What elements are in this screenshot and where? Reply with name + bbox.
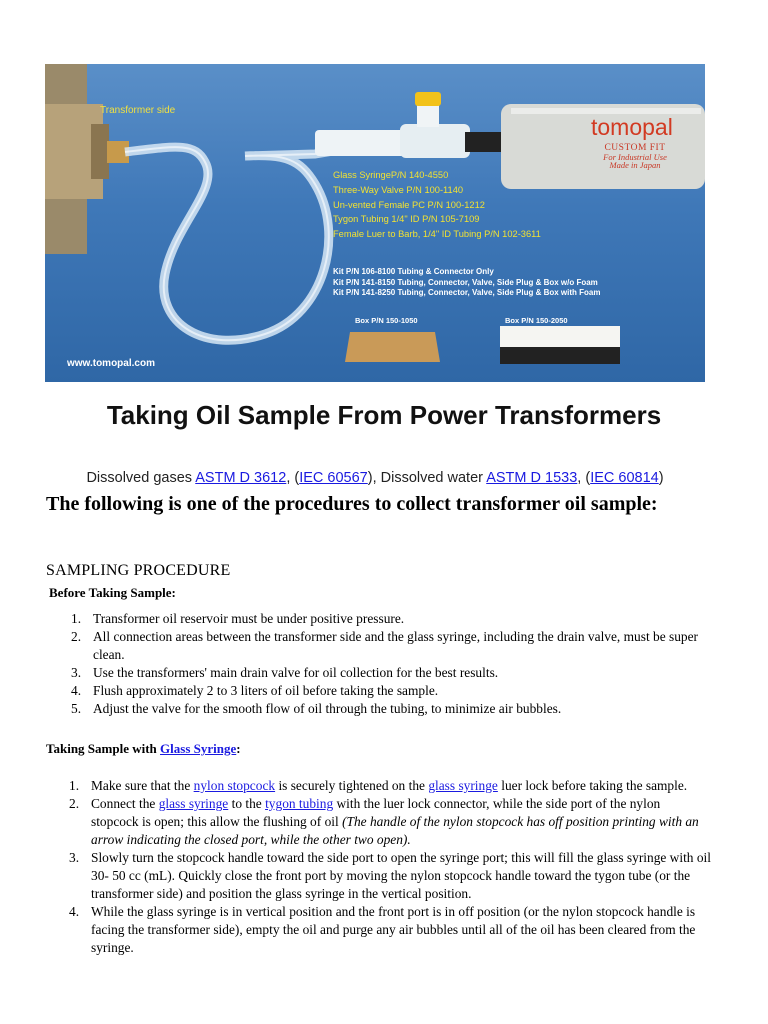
list-item-text: Use the transformers' main drain valve for oil collection for the best results. — [93, 665, 499, 680]
list-number: 1. — [69, 778, 80, 793]
sampling-procedure-heading: SAMPLING PROCEDURE — [46, 562, 231, 579]
text-run: Connect the — [91, 796, 159, 811]
kit-item: Kit P/N 141-8150 Tubing, Connector, Valve, Side Plug & Box w/o Foam — [333, 277, 598, 287]
list-number: 2. — [71, 629, 82, 644]
dissolved-water-label: ), Dissolved water — [367, 470, 487, 486]
lead-paragraph: The following is one of the procedures to collect transformer oil sample: — [46, 493, 658, 515]
luer-connector — [315, 130, 405, 156]
list-number: 4. — [69, 904, 80, 919]
astm-d3612-link[interactable]: ASTM D 3612 — [195, 470, 287, 486]
list-item-text: Adjust the valve for the smooth flow of oil through the tubing, to minimize air bubbles. — [93, 701, 562, 716]
brand-industrial: For Industrial Use — [603, 151, 667, 162]
list-number: 4. — [71, 683, 82, 698]
brand-logo: tomopal — [591, 114, 673, 140]
spec-item: Three-Way Valve P/N 100-1140 — [333, 184, 464, 195]
fitting-nut — [91, 124, 109, 179]
list-number: 1. — [71, 611, 82, 626]
iec-60567-link[interactable]: IEC 60567 — [299, 470, 368, 486]
brand-subtext — [597, 144, 673, 170]
spec-item: Tygon Tubing 1/4" ID P/N 105-7109 — [333, 214, 480, 225]
tygon-tubing-link[interactable]: tygon tubing — [265, 796, 334, 811]
kit-item: Kit P/N 106-8100 Tubing & Connector Only — [333, 267, 494, 276]
list-item-text: Flush approximately 2 to 3 liters of oil before taking the sample. — [93, 683, 439, 698]
spec-item: Un-vented Female PC P/N 100-1212 — [333, 199, 485, 210]
box-small-label: Box P/N 150-1050 — [355, 316, 418, 325]
spec-list — [333, 168, 541, 242]
kit-list — [333, 267, 600, 299]
stopcock-note: (The handle of the nylon stopcock has off position printing with an arrow indicating the closed port, while the other two open). — [91, 814, 699, 847]
brand-japan: Made in Japan — [609, 160, 661, 170]
text-run: with the luer lock connector, while the side port of the nylon stopcock is open; this allow the flushing of oil — [91, 796, 661, 829]
transformer-side-label: Transformer side — [100, 105, 176, 116]
taking-list — [69, 777, 711, 957]
website-url: www.tomopal.com — [67, 358, 155, 369]
text-run: Make sure that the — [91, 778, 194, 793]
list-item — [69, 777, 711, 795]
list-item — [71, 700, 713, 718]
standards-separator: ) — [658, 470, 664, 486]
list-item — [71, 682, 713, 700]
list-item — [71, 628, 713, 664]
list-item-text: All connection areas between the transformer side and the glass syringe, including the drain valve, must be super clean. — [93, 629, 698, 662]
taking-sample-suffix: : — [236, 741, 241, 756]
text-run: is securely tightened on the — [275, 778, 429, 793]
three-way-valve — [400, 124, 470, 158]
nylon-stopcock-link[interactable]: nylon stopcock — [193, 778, 276, 793]
list-item-text: Slowly turn the stopcock handle toward the side port to open the syringe port; this will fill the glass syringe with oil 30- 50 cc (mL). Quickly close the front port by moving the nylon stopcock handle toward the tygon tube (or the transformer side) and position the glass syringe in the vertical position. — [91, 850, 711, 901]
syringe-luer-tip — [465, 132, 501, 152]
iec-60814-link[interactable]: IEC 60814 — [590, 470, 659, 486]
list-item — [69, 795, 711, 849]
taking-sample-prefix: Taking Sample with — [46, 741, 161, 756]
list-number: 3. — [69, 850, 80, 865]
spec-item: Glass SyringeP/N 140-4550 — [333, 170, 449, 180]
taking-sample-heading — [46, 741, 241, 757]
list-item — [69, 849, 711, 903]
before-taking-sample-heading: Before Taking Sample: — [49, 585, 176, 600]
list-item — [69, 903, 711, 957]
kit-item: Kit P/N 141-8250 Tubing, Connector, Valve, Side Plug & Box with Foam — [333, 288, 601, 297]
page-title: Taking Oil Sample From Power Transformers — [106, 400, 662, 430]
list-number: 5. — [71, 701, 82, 716]
list-item — [71, 610, 713, 628]
standards-separator: , ( — [577, 470, 591, 486]
brand-custom-fit: CUSTOM FIT — [604, 143, 666, 153]
standards-line — [0, 470, 750, 486]
side-plug-cap — [415, 92, 441, 106]
glass-syringe-heading-link[interactable]: Glass Syringe — [160, 741, 237, 756]
before-list — [71, 610, 713, 718]
astm-d1533-link[interactable]: ASTM D 1533 — [486, 470, 578, 486]
dissolved-gases-label: Dissolved gases — [86, 470, 196, 486]
list-number: 3. — [71, 665, 82, 680]
box-small — [345, 332, 440, 362]
glass-syringe-link[interactable]: glass syringe — [428, 778, 498, 793]
spec-item: Female Luer to Barb, 1/4" ID Tubing P/N 102-3611 — [333, 229, 541, 240]
text-run: to the — [228, 796, 266, 811]
box-foam — [500, 347, 620, 364]
box-large-label: Box P/N 150-2050 — [505, 316, 568, 325]
text-run: luer lock before taking the sample. — [497, 778, 688, 793]
glass-syringe-link[interactable]: glass syringe — [158, 796, 229, 811]
list-number: 2. — [69, 796, 80, 811]
list-item — [71, 664, 713, 682]
list-item-text: Transformer oil reservoir must be under positive pressure. — [93, 611, 405, 626]
list-item-text: While the glass syringe is in vertical position and the front port is in off position (or the nylon stopcock handle is facing the transformer side), empty the oil and purge any air bubbles until all of the oil has been cleared from the syringe. — [91, 904, 696, 955]
standards-separator: , ( — [286, 470, 300, 486]
product-photo — [45, 64, 705, 382]
